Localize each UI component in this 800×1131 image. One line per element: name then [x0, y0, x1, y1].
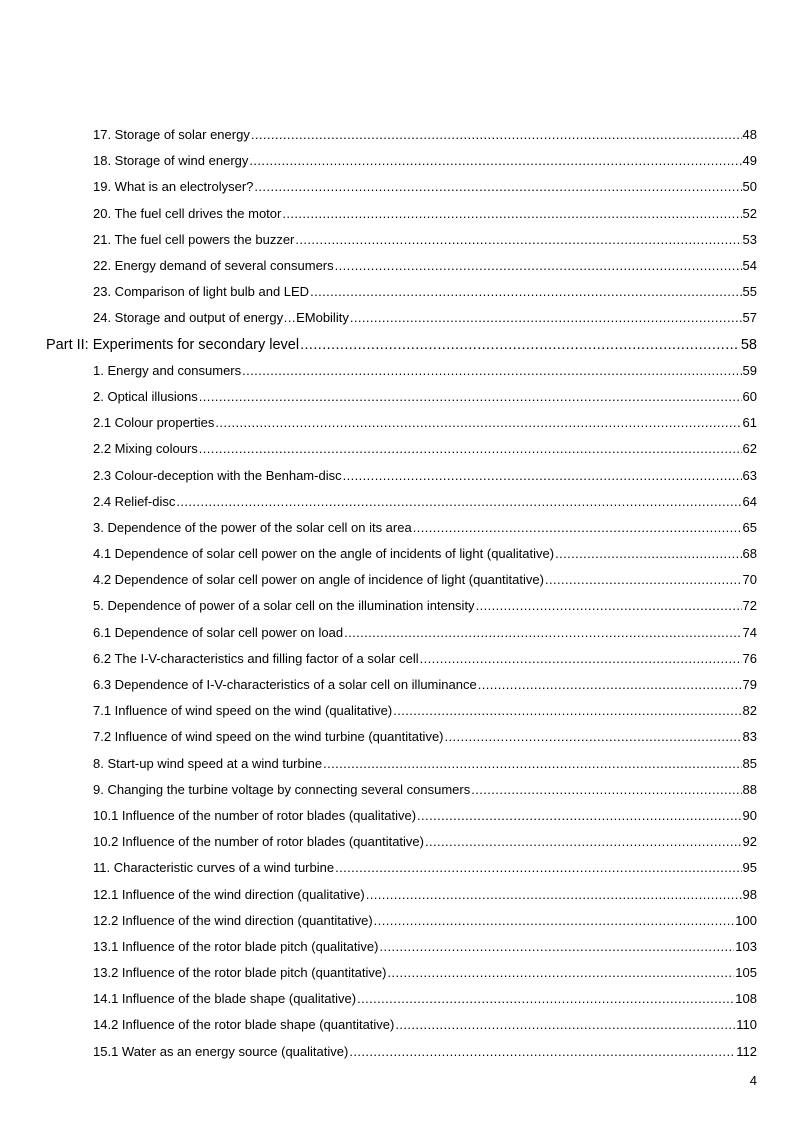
toc-entry-title: 2.2 Mixing colours: [93, 441, 198, 457]
toc-entry[interactable]: [0, 724, 757, 750]
toc-entry[interactable]: [0, 829, 757, 855]
toc-leader-dots: [393, 703, 741, 719]
toc-leader-dots: [350, 310, 742, 326]
toc-leader-dots: [413, 520, 742, 536]
toc-entry[interactable]: [0, 986, 757, 1012]
toc-entry[interactable]: [0, 567, 757, 593]
toc-leader-dots: [300, 337, 740, 353]
toc-entry-title: 1. Energy and consumers: [93, 362, 242, 378]
toc-entry[interactable]: [0, 672, 757, 698]
toc-entry-page: 60: [742, 388, 757, 404]
toc-entry[interactable]: [0, 803, 757, 829]
toc-group-primary-level: [0, 122, 800, 332]
toc-leader-dots: [310, 284, 741, 300]
toc-entry-title: 2.3 Colour-deception with the Benham-disc: [93, 467, 342, 483]
toc-entry-title: 4.1 Dependence of solar cell power on the angle of incidents of light (qualitative): [93, 546, 555, 562]
toc-entry[interactable]: [0, 201, 757, 227]
toc-leader-dots: [417, 808, 742, 824]
toc-entry-page: 65: [742, 519, 757, 535]
toc-entry[interactable]: [0, 279, 757, 305]
toc-entry[interactable]: [0, 462, 757, 488]
toc-leader-dots: [343, 468, 742, 484]
toc-entry-title: 21. The fuel cell powers the buzzer: [93, 231, 295, 247]
toc-entry-title: 2.1 Colour properties: [93, 415, 215, 431]
toc-entry-page: 74: [742, 624, 757, 640]
toc-entry[interactable]: [0, 698, 757, 724]
toc-entry-page: 62: [742, 441, 757, 457]
toc-entry-part-2[interactable]: [0, 332, 757, 358]
toc-entry-page: 70: [742, 572, 757, 588]
table-of-contents: [0, 122, 800, 1065]
toc-leader-dots: [249, 153, 741, 169]
toc-entry-title: 2. Optical illusions: [93, 388, 198, 404]
toc-entry[interactable]: [0, 620, 757, 646]
toc-leader-dots: [445, 729, 742, 745]
toc-entry-title: 23. Comparison of light bulb and LED: [93, 284, 310, 300]
toc-entry-title: 9. Changing the turbine voltage by connecting several consumers: [93, 781, 471, 797]
toc-entry-title: 4.2 Dependence of solar cell power on angle of incidence of light (quantitative): [93, 572, 544, 588]
toc-leader-dots: [545, 572, 742, 588]
toc-entry-page: 92: [742, 834, 757, 850]
toc-leader-dots: [425, 834, 742, 850]
toc-entry-title: 20. The fuel cell drives the motor: [93, 205, 282, 221]
toc-entry[interactable]: [0, 305, 757, 331]
toc-entry-title: 14.2 Influence of the rotor blade shape (quantitative): [93, 1017, 395, 1033]
toc-leader-dots: [242, 363, 741, 379]
toc-entry[interactable]: [0, 541, 757, 567]
toc-entry-title: 24. Storage and output of energy…EMobility: [93, 310, 349, 326]
toc-entry-page: 105: [735, 965, 757, 981]
toc-entry-title: 7.1 Influence of wind speed on the wind (qualitative): [93, 703, 393, 719]
toc-leader-dots: [199, 441, 742, 457]
toc-entry[interactable]: [0, 881, 757, 907]
toc-leader-dots: [199, 389, 742, 405]
toc-entry-page: 95: [742, 860, 757, 876]
toc-entry-page: 48: [742, 127, 757, 143]
toc-entry-page: 90: [742, 807, 757, 823]
toc-entry[interactable]: [0, 410, 757, 436]
toc-entry[interactable]: [0, 174, 757, 200]
toc-entry[interactable]: [0, 122, 757, 148]
toc-entry[interactable]: [0, 384, 757, 410]
toc-leader-dots: [251, 127, 742, 143]
toc-entry[interactable]: [0, 253, 757, 279]
toc-entry[interactable]: [0, 777, 757, 803]
toc-leader-dots: [295, 232, 741, 248]
toc-entry-title: 11. Characteristic curves of a wind turbine: [93, 860, 335, 876]
toc-leader-dots: [335, 860, 741, 876]
toc-entry[interactable]: [0, 855, 757, 881]
toc-entry-title: Part II: Experiments for secondary level: [46, 336, 300, 353]
toc-entry-page: 50: [742, 179, 757, 195]
toc-entry-title: 12.1 Influence of the wind direction (qualitative): [93, 886, 365, 902]
toc-leader-dots: [395, 1017, 735, 1033]
toc-entry-page: 53: [742, 231, 757, 247]
toc-entry[interactable]: [0, 148, 757, 174]
toc-leader-dots: [282, 206, 741, 222]
toc-entry-title: 13.2 Influence of the rotor blade pitch (quantitative): [93, 965, 387, 981]
toc-entry-title: 6.2 The I-V-characteristics and filling factor of a solar cell: [93, 650, 419, 666]
toc-entry-title: 22. Energy demand of several consumers: [93, 258, 334, 274]
toc-entry-page: 76: [742, 650, 757, 666]
toc-entry-page: 112: [736, 1043, 757, 1059]
toc-leader-dots: [335, 258, 742, 274]
toc-entry-title: 10.1 Influence of the number of rotor blades (qualitative): [93, 807, 417, 823]
toc-entry-title: 6.1 Dependence of solar cell power on load: [93, 624, 344, 640]
toc-entry-title: 14.1 Influence of the blade shape (qualitative): [93, 991, 357, 1007]
toc-leader-dots: [215, 415, 741, 431]
toc-entry-title: 10.2 Influence of the number of rotor blades (quantitative): [93, 834, 424, 850]
toc-entry-page: 52: [742, 205, 757, 221]
toc-leader-dots: [555, 546, 741, 562]
toc-entry-page: 88: [742, 781, 757, 797]
toc-entry-page: 58: [740, 336, 757, 353]
toc-entry-title: 19. What is an electrolyser?: [93, 179, 254, 195]
toc-entry-page: 61: [742, 415, 757, 431]
toc-leader-dots: [420, 651, 742, 667]
toc-entry-page: 72: [742, 598, 757, 614]
toc-entry[interactable]: [0, 1039, 757, 1065]
toc-entry-title: 2.4 Relief-disc: [93, 493, 176, 509]
toc-entry-title: 17. Storage of solar energy: [93, 127, 250, 143]
toc-group-secondary-level: [0, 358, 800, 1065]
toc-entry-page: 57: [742, 310, 757, 326]
toc-entry[interactable]: [0, 751, 757, 777]
toc-entry-page: 82: [742, 703, 757, 719]
toc-entry-page: 54: [742, 258, 757, 274]
toc-entry[interactable]: [0, 227, 757, 253]
toc-entry-title: 12.2 Influence of the wind direction (quantitative): [93, 912, 373, 928]
toc-entry-page: 98: [742, 886, 757, 902]
toc-entry[interactable]: [0, 436, 757, 462]
toc-entry-title: 5. Dependence of power of a solar cell on the illumination intensity: [93, 598, 475, 614]
toc-entry[interactable]: [0, 358, 757, 384]
toc-entry[interactable]: [0, 934, 757, 960]
toc-entry[interactable]: [0, 515, 757, 541]
toc-leader-dots: [176, 494, 741, 510]
toc-leader-dots: [254, 179, 741, 195]
toc-entry-page: 85: [742, 755, 757, 771]
toc-leader-dots: [357, 991, 734, 1007]
toc-entry-page: 63: [742, 467, 757, 483]
toc-entry[interactable]: [0, 1012, 757, 1038]
toc-entry-title: 13.1 Influence of the rotor blade pitch (qualitative): [93, 938, 379, 954]
page-number: 4: [749, 1073, 757, 1088]
toc-entry-page: 108: [735, 991, 757, 1007]
toc-leader-dots: [478, 677, 742, 693]
toc-entry-title: 18. Storage of wind energy: [93, 153, 249, 169]
toc-leader-dots: [471, 782, 741, 798]
toc-entry-page: 59: [742, 362, 757, 378]
toc-leader-dots: [349, 1044, 735, 1060]
toc-leader-dots: [387, 965, 734, 981]
toc-entry-title: 15.1 Water as an energy source (qualitative): [93, 1043, 349, 1059]
toc-entry[interactable]: [0, 960, 757, 986]
toc-leader-dots: [476, 598, 742, 614]
toc-entry[interactable]: [0, 646, 757, 672]
toc-entry[interactable]: [0, 593, 757, 619]
toc-entry-title: 3. Dependence of the power of the solar cell on its area: [93, 519, 412, 535]
toc-entry-page: 79: [742, 677, 757, 693]
toc-entry-title: 7.2 Influence of wind speed on the wind turbine (quantitative): [93, 729, 444, 745]
toc-entry-title: 6.3 Dependence of I-V-characteristics of a solar cell on illuminance: [93, 677, 477, 693]
toc-entry-page: 49: [742, 153, 757, 169]
toc-entry-title: 8. Start-up wind speed at a wind turbine: [93, 755, 323, 771]
toc-leader-dots: [344, 625, 741, 641]
toc-entry-page: 55: [742, 284, 757, 300]
toc-entry-page: 68: [742, 546, 757, 562]
toc-leader-dots: [374, 913, 735, 929]
toc-entry-page: 103: [735, 938, 757, 954]
toc-leader-dots: [379, 939, 734, 955]
toc-entry-page: 100: [735, 912, 757, 928]
toc-entry-page: 83: [742, 729, 757, 745]
toc-leader-dots: [366, 887, 742, 903]
toc-entry[interactable]: [0, 489, 757, 515]
toc-entry-page: 110: [736, 1017, 757, 1033]
toc-leader-dots: [323, 756, 741, 772]
toc-entry[interactable]: [0, 908, 757, 934]
toc-entry-page: 64: [742, 493, 757, 509]
